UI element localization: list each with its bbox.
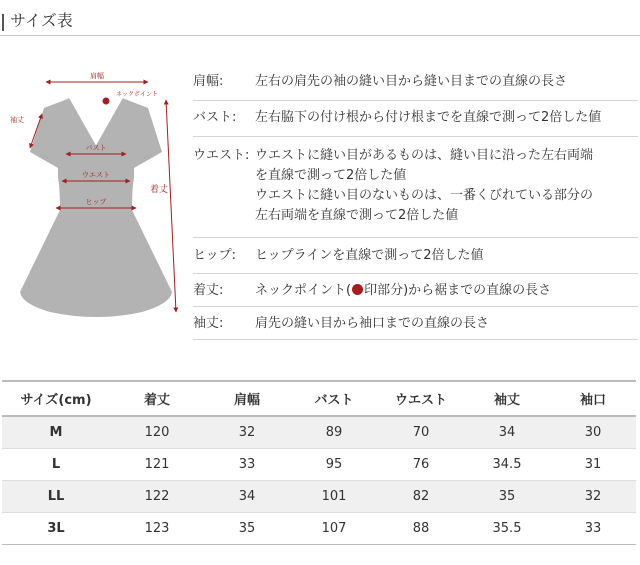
header-size: サイズ(cm)	[2, 381, 110, 416]
header-length: 着丈	[110, 381, 204, 416]
table-cell: 35.5	[464, 513, 550, 545]
table-cell: 30	[550, 416, 636, 449]
neckpoint-label: ネックポイント	[116, 91, 159, 98]
table-cell: 121	[110, 449, 204, 481]
neckpoint-marker	[103, 98, 110, 105]
table-cell: L	[2, 449, 110, 481]
table-cell: 34	[204, 481, 290, 513]
title-bar-accent	[2, 14, 4, 31]
table-cell: 32	[550, 481, 636, 513]
table-cell: LL	[2, 481, 110, 513]
table-row	[2, 513, 636, 545]
header-cuff: 袖口	[550, 381, 636, 416]
table-cell: 107	[290, 513, 378, 545]
definition-text: ウエストに縫い目があるものは、縫い目に沿った左右両端	[255, 148, 594, 163]
table-cell: 31	[550, 449, 636, 481]
definition-sleeve	[193, 307, 638, 340]
definition-text: 左右脇下の付け根から付け根までを直線で測って2倍した値	[255, 110, 602, 125]
header-waist: ウエスト	[378, 381, 464, 416]
header-bust: バスト	[290, 381, 378, 416]
table-row	[2, 481, 636, 513]
definition-text: 肩先の縫い目から袖口までの直線の長さ	[255, 316, 490, 331]
table-cell: 120	[110, 416, 204, 449]
measurement-definitions	[193, 66, 638, 340]
shoulder-label: 肩幅	[90, 72, 104, 80]
sleeve-label: 袖丈	[10, 116, 24, 124]
dress-diagram	[0, 60, 190, 330]
table-cell: 123	[110, 513, 204, 545]
definition-text: 左右両端を直線で測って2倍した値	[255, 208, 459, 223]
table-cell: 95	[290, 449, 378, 481]
definition-term: 着丈:	[193, 283, 224, 298]
definition-text: ウエストに縫い目のないものは、一番くびれている部分の	[255, 188, 594, 203]
table-row	[2, 416, 636, 449]
table-cell: 32	[204, 416, 290, 449]
table-cell: 89	[290, 416, 378, 449]
definition-length	[193, 274, 638, 307]
definition-text-part: ネックポイント(	[255, 283, 352, 298]
table-cell: 35	[204, 513, 290, 545]
table-cell: 35	[464, 481, 550, 513]
table-cell: 33	[204, 449, 290, 481]
definition-text	[255, 281, 638, 301]
table-cell: 34	[464, 416, 550, 449]
length-arrow	[166, 100, 176, 312]
dress-illustration	[0, 60, 190, 330]
page-title-text: サイズ表	[10, 11, 73, 30]
table-cell: 76	[378, 449, 464, 481]
header-shoulder: 肩幅	[204, 381, 290, 416]
waist-label: ウエスト	[82, 171, 110, 179]
table-cell: 101	[290, 481, 378, 513]
definition-term: 袖丈:	[193, 316, 224, 331]
definition-bust	[193, 101, 638, 137]
bust-label: バスト	[85, 144, 107, 152]
definition-text-part: 印部分)から裾までの直線の長さ	[364, 283, 552, 298]
definition-text: ヒップラインを直線で測って2倍した値	[255, 248, 484, 263]
definition-term: ウエスト:	[193, 148, 250, 163]
table-header-row	[2, 381, 636, 416]
table-cell: 82	[378, 481, 464, 513]
definition-text: を直線で測って2倍した値	[255, 168, 407, 183]
neckpoint-dot-icon	[352, 284, 363, 295]
table-cell: 70	[378, 416, 464, 449]
page-title	[0, 8, 640, 36]
length-label: 着丈	[150, 185, 169, 195]
definition-hip	[193, 238, 638, 274]
definition-term: ヒップ:	[193, 248, 236, 263]
definition-shoulder	[193, 66, 638, 101]
definition-term: バスト:	[193, 110, 237, 125]
definition-term: 肩幅:	[193, 74, 224, 89]
hip-label: ヒップ	[85, 198, 107, 206]
table-cell: 34.5	[464, 449, 550, 481]
table-row	[2, 449, 636, 481]
table-cell: 3L	[2, 513, 110, 545]
size-table	[2, 380, 636, 545]
table-cell: 88	[378, 513, 464, 545]
table-cell: 33	[550, 513, 636, 545]
definition-text: 左右の肩先の袖の縫い目から縫い目までの直線の長さ	[255, 74, 568, 89]
definition-waist	[193, 137, 638, 238]
header-sleeve: 袖丈	[464, 381, 550, 416]
table-cell: M	[2, 416, 110, 449]
table-cell: 122	[110, 481, 204, 513]
